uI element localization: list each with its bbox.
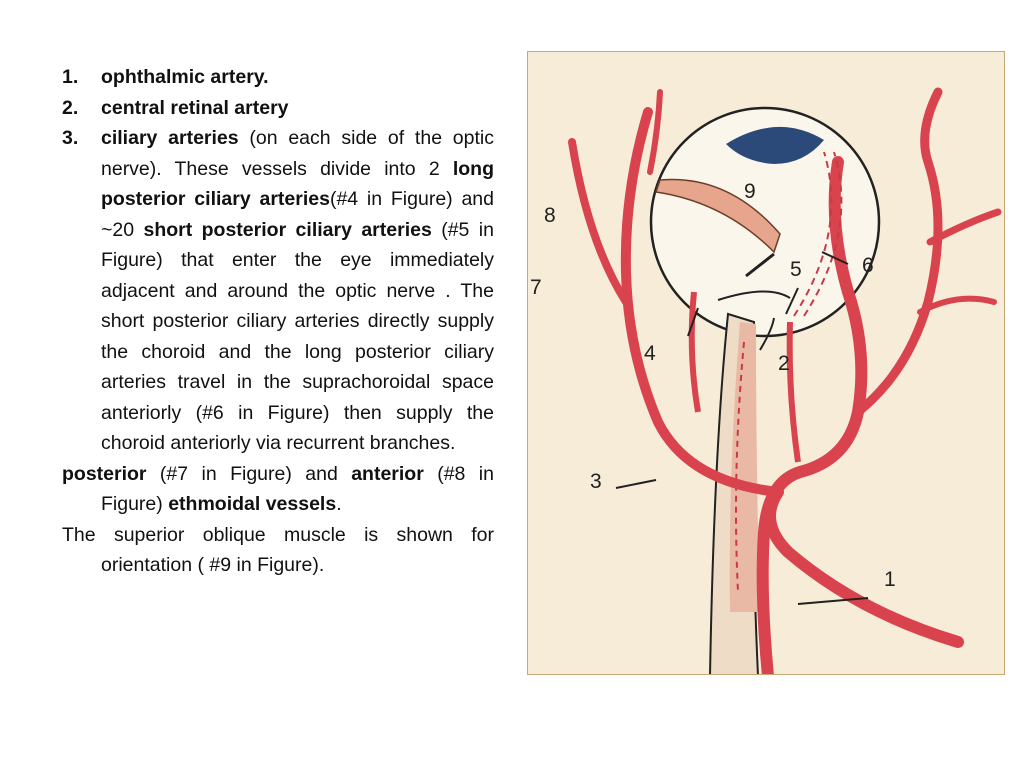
label-2: 2: [778, 352, 790, 375]
list-item-text: (#4 in Figure) and ~20: [101, 188, 494, 241]
list-item-title: ophthalmic artery.: [101, 66, 269, 88]
long-posterior-ciliary-artery: [790, 322, 798, 462]
ophthalmic-artery-origin: [770, 492, 958, 642]
arteries-illustration: [528, 52, 1005, 675]
label-8: 8: [544, 204, 556, 227]
label-4: 4: [644, 342, 656, 365]
label-7: 7: [530, 276, 542, 299]
list-item-text: (#5 in Figure) that enter the eye immediately adjacent and around the optic nerve . The short posterior ciliary arteries directly supply the choroid and the long posterior ciliary arteries travel in the suprachoroidal space anteriorly (#6 in Figure) then supply the choroid anteriorly via recurrent branches.: [101, 218, 494, 454]
list-item-2: [62, 93, 494, 124]
para-text: (#7 in Figure) and: [146, 462, 352, 485]
ethmoidal-paragraph: [62, 459, 494, 520]
label-9: 9: [744, 180, 756, 203]
para-text: .: [336, 493, 342, 515]
list-item-text: (on each side of the optic nerve). These vessels divide into 2: [101, 127, 494, 180]
anatomy-figure: [527, 51, 1005, 675]
para-text: (#8 in Figure): [101, 462, 494, 515]
list-item-title: ciliary arteries: [101, 127, 239, 149]
label-6: 6: [862, 254, 874, 277]
branch: [650, 92, 660, 172]
anterior-ethmoidal-artery: [572, 142, 626, 302]
list-number: 2.: [62, 96, 79, 119]
list-item-term: long posterior ciliary arteries: [101, 157, 494, 210]
label-3: 3: [590, 470, 602, 493]
term-anterior: anterior: [351, 462, 424, 485]
list-number: 3.: [62, 127, 79, 149]
list-item-3: [62, 123, 494, 459]
list-item-term: short posterior ciliary arteries: [143, 218, 432, 241]
oblique-paragraph: The superior oblique muscle is shown for orientation ( #9 in Figure).: [62, 523, 494, 576]
label-5: 5: [790, 258, 802, 281]
label-1: 1: [884, 568, 896, 591]
list-item-title: central retinal artery: [101, 96, 289, 119]
list-number: 1.: [62, 66, 79, 88]
term-ethmoidal: ethmoidal vessels: [168, 493, 337, 515]
term-posterior: posterior: [62, 462, 147, 485]
list-item-1: [62, 62, 494, 93]
text-column: [62, 62, 494, 581]
